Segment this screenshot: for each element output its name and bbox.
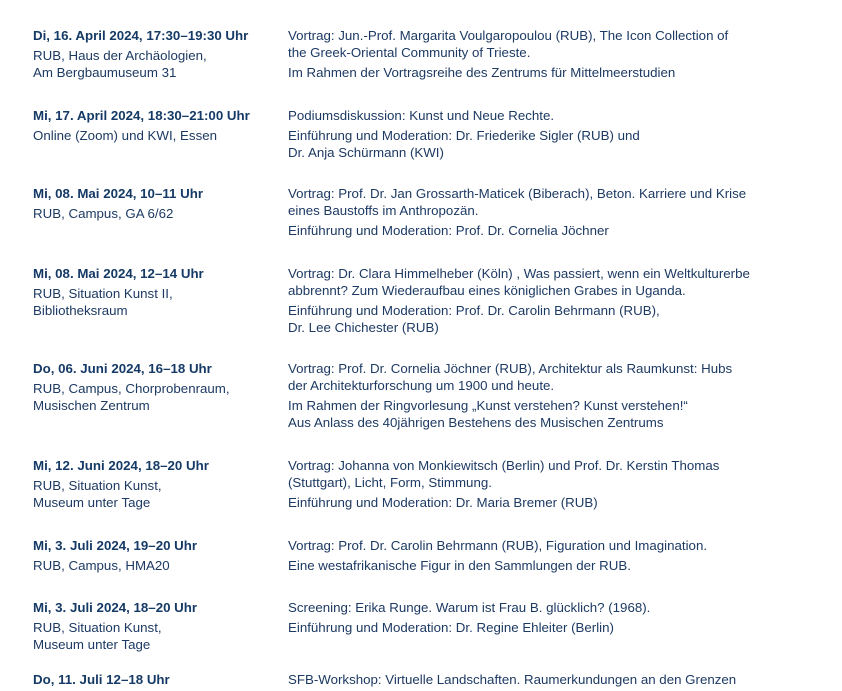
event-text-line: Einführung und Moderation: Dr. Maria Bremer (RUB) xyxy=(288,495,598,510)
event-note xyxy=(288,64,788,81)
event-text-line: Einführung und Moderation: Prof. Dr. Carolin Behrmann (RUB), xyxy=(288,303,660,318)
event-title xyxy=(288,537,788,554)
event-meta xyxy=(33,360,273,414)
event-description xyxy=(288,537,788,574)
event-title xyxy=(288,599,788,616)
event-text-line: the Greek-Oriental Community of Trieste. xyxy=(288,45,531,60)
event-title xyxy=(288,185,788,219)
event-meta xyxy=(33,537,273,574)
event-text-line: Podiumsdiskussion: Kunst und Neue Rechte. xyxy=(288,108,555,123)
event-date: Mi, 3. Juli 2024, 18–20 Uhr xyxy=(33,600,198,615)
event-text-line: Im Rahmen der Vortragsreihe des Zentrums für Mittelmeerstudien xyxy=(288,65,676,80)
event-meta xyxy=(33,185,273,222)
event-description xyxy=(288,671,788,688)
event-description xyxy=(288,27,788,81)
event-text-line: Vortrag: Jun.-Prof. Margarita Voulgaropoulou (RUB), The Icon Collection of xyxy=(288,28,729,43)
event-location-line: RUB, Situation Kunst, xyxy=(33,620,162,635)
event-description xyxy=(288,360,788,431)
event-description xyxy=(288,185,788,239)
event-text-line: (Stuttgart), Licht, Form, Stimmung. xyxy=(288,475,492,490)
event-meta xyxy=(33,671,273,691)
event-title xyxy=(288,107,788,124)
event-date: Mi, 3. Juli 2024, 19–20 Uhr xyxy=(33,538,198,553)
event-title xyxy=(288,671,788,688)
event-note xyxy=(288,222,788,239)
event-meta xyxy=(33,107,273,144)
event-date: Di, 16. April 2024, 17:30–19:30 Uhr xyxy=(33,28,249,43)
event-location-line: Museum unter Tage xyxy=(33,637,151,652)
event-location-line: RUB, Situation Kunst II, xyxy=(33,286,173,301)
event-note xyxy=(288,397,788,431)
event-note xyxy=(288,494,788,511)
event-date: Mi, 08. Mai 2024, 12–14 Uhr xyxy=(33,266,204,281)
event-meta xyxy=(33,599,273,653)
event-location-line: RUB, Haus der Archäologien, xyxy=(33,48,207,63)
event-text-line: Dr. Anja Schürmann (KWI) xyxy=(288,145,444,160)
event-meta xyxy=(33,457,273,511)
event-note xyxy=(288,557,788,574)
event-location-line: Online (Zoom) und KWI, Essen xyxy=(33,128,218,143)
event-description xyxy=(288,265,788,336)
event-location-line: RUB, Campus, GA 6/62 xyxy=(33,206,174,221)
event-text-line: Eine westafrikanische Figur in den Sammlungen der RUB. xyxy=(288,558,631,573)
event-note xyxy=(288,619,788,636)
event-text-line: Vortrag: Dr. Clara Himmelheber (Köln) , Was passiert, wenn ein Weltkulturerbe xyxy=(288,266,750,281)
event-text-line: Vortrag: Prof. Dr. Cornelia Jöchner (RUB), Architektur als Raumkunst: Hubs xyxy=(288,361,733,376)
event-date: Mi, 08. Mai 2024, 10–11 Uhr xyxy=(33,186,204,201)
event-note xyxy=(288,302,788,336)
event-title xyxy=(288,265,788,299)
event-text-line: Dr. Lee Chichester (RUB) xyxy=(288,320,439,335)
event-location-line: RUB, Campus, HMA20 xyxy=(33,558,170,573)
event-text-line: Vortrag: Prof. Dr. Jan Grossarth-Maticek (Biberach), Beton. Karriere und Krise xyxy=(288,186,747,201)
event-text-line: Einführung und Moderation: Dr. Regine Ehleiter (Berlin) xyxy=(288,620,614,635)
event-text-line: Screening: Erika Runge. Warum ist Frau B. glücklich? (1968). xyxy=(288,600,651,615)
event-text-line: Im Rahmen der Ringvorlesung „Kunst verstehen? Kunst verstehen!“ xyxy=(288,398,688,413)
event-location-line: RUB, Campus, Chorprobenraum, xyxy=(33,381,230,396)
event-text-line: Einführung und Moderation: Prof. Dr. Cornelia Jöchner xyxy=(288,223,609,238)
event-text-line: Einführung und Moderation: Dr. Friederike Sigler (RUB) und xyxy=(288,128,640,143)
event-date: Do, 06. Juni 2024, 16–18 Uhr xyxy=(33,361,212,376)
event-text-line: Vortrag: Johanna von Monkiewitsch (Berlin) und Prof. Dr. Kerstin Thomas xyxy=(288,458,720,473)
event-title xyxy=(288,27,788,61)
event-description xyxy=(288,457,788,511)
event-location-line: Bibliotheksraum xyxy=(33,303,128,318)
event-description xyxy=(288,599,788,636)
event-text-line: Vortrag: Prof. Dr. Carolin Behrmann (RUB), Figuration und Imagination. xyxy=(288,538,708,553)
event-title xyxy=(288,360,788,394)
event-description xyxy=(288,107,788,161)
event-text-line: Aus Anlass des 40jährigen Bestehens des Musischen Zentrums xyxy=(288,415,664,430)
event-meta xyxy=(33,265,273,319)
event-location-line: Museum unter Tage xyxy=(33,495,151,510)
event-date: Mi, 12. Juni 2024, 18–20 Uhr xyxy=(33,458,209,473)
event-location-line: Musischen Zentrum xyxy=(33,398,150,413)
event-title xyxy=(288,457,788,491)
event-meta xyxy=(33,27,273,81)
event-location-line: RUB, Situation Kunst, xyxy=(33,478,162,493)
event-text-line: abbrennt? Zum Wiederaufbau eines königlichen Grabes in Uganda. xyxy=(288,283,686,298)
event-text-line: SFB-Workshop: Virtuelle Landschaften. Raumerkundungen an den Grenzen xyxy=(288,672,737,687)
event-date: Do, 11. Juli 12–18 Uhr xyxy=(33,672,170,687)
event-text-line: der Architekturforschung um 1900 und heute. xyxy=(288,378,555,393)
event-date: Mi, 17. April 2024, 18:30–21:00 Uhr xyxy=(33,108,250,123)
event-note xyxy=(288,127,788,161)
event-text-line: eines Baustoffs im Anthropozän. xyxy=(288,203,479,218)
event-location-line: Am Bergbaumuseum 31 xyxy=(33,65,177,80)
